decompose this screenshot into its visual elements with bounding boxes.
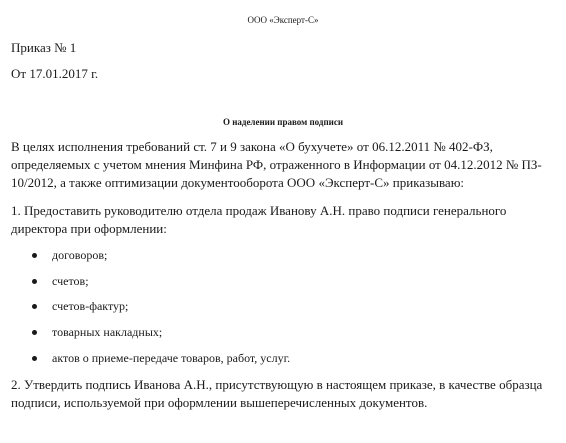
- list-item-text: актов о приеме-передаче товаров, работ, услуг.: [52, 350, 291, 365]
- list-item-text: договоров;: [52, 247, 108, 262]
- order-number: Приказ № 1: [11, 40, 77, 55]
- bullet-icon: [32, 304, 37, 309]
- bullet-icon: [32, 279, 37, 284]
- list-item: [32, 324, 162, 340]
- preamble-line: определяемых с учетом мнения Минфина РФ, отраженного в Информации от 04.12.2012 № ПЗ-: [11, 157, 542, 172]
- company-name: ООО «Эксперт-С»: [247, 15, 319, 25]
- item-2-line: 2. Утвердить подпись Иванова А.Н., присутствующую в настоящем приказе, в качестве образца: [11, 377, 543, 392]
- item-2-line: подписи, используемой при оформлении вышеперечисленных документов.: [11, 395, 428, 410]
- list-item: [32, 298, 128, 314]
- document-title: О наделении правом подписи: [222, 117, 344, 127]
- list-item: [32, 273, 89, 289]
- bullet-icon: [32, 253, 37, 258]
- list-item-text: товарных накладных;: [52, 324, 163, 339]
- bullet-icon: [32, 356, 37, 361]
- list-item-text: счетов;: [52, 273, 89, 288]
- list-item: [32, 350, 290, 366]
- item-1-line: 1. Предоставить руководителю отдела продаж Иванову А.Н. право подписи генерального: [11, 203, 507, 218]
- list-item-text: счетов-фактур;: [52, 298, 129, 313]
- bullet-icon: [32, 330, 37, 335]
- order-date: От 17.01.2017 г.: [11, 66, 99, 81]
- preamble-line: В целях исполнения требований ст. 7 и 9 закона «О бухучете» от 06.12.2011 № 402-ФЗ,: [11, 139, 493, 154]
- list-item: [32, 247, 107, 263]
- preamble-line: 10/2012, а также оптимизации документооборота ООО «Эксперт-С» приказываю:: [11, 175, 465, 190]
- item-1-line: директора при оформлении:: [11, 221, 167, 236]
